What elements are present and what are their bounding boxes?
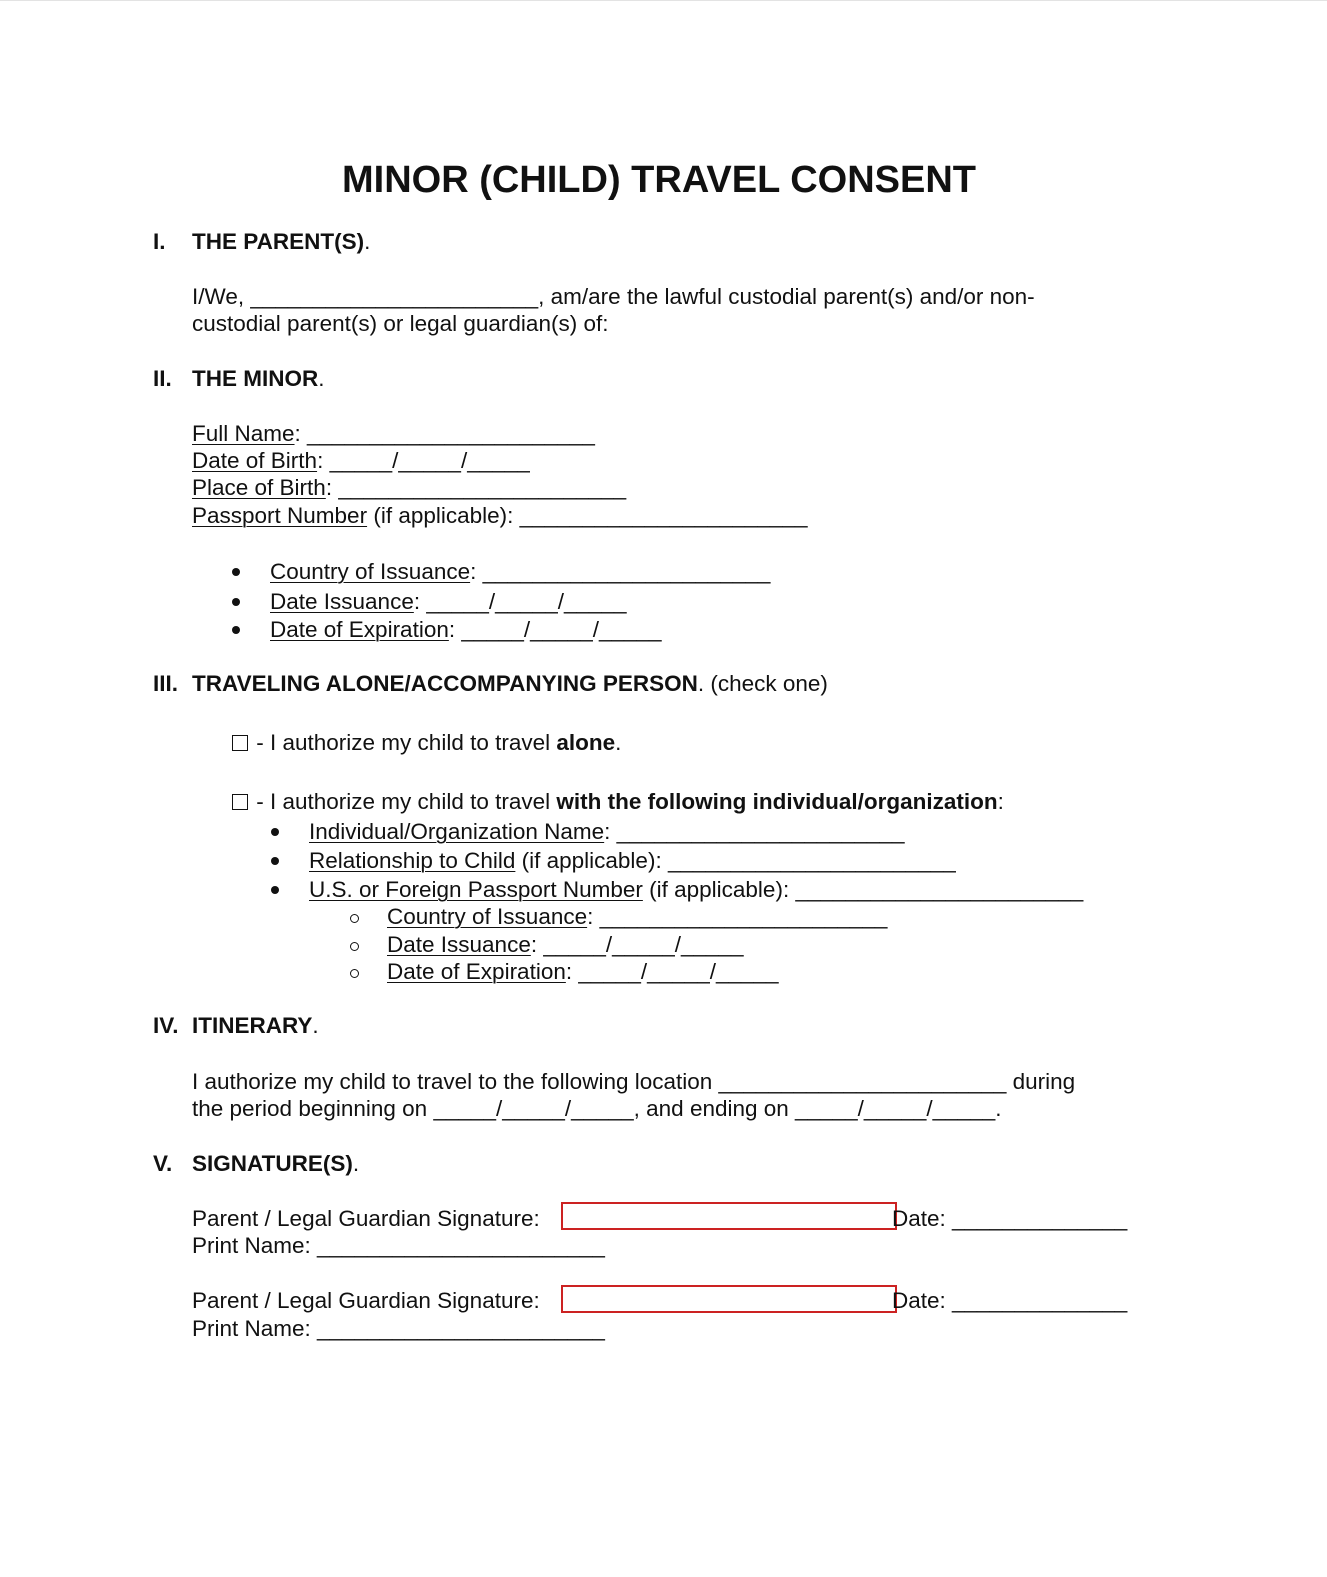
section-3-heading-text: TRAVELING ALONE/ACCOMPANYING PERSON	[192, 671, 698, 696]
bullet-icon	[232, 568, 240, 576]
option-text: - I authorize my child to travel	[250, 730, 557, 755]
circle-bullet-icon	[350, 914, 359, 923]
signature-1-label: Parent / Legal Guardian Signature:	[192, 1206, 540, 1231]
field-label: Country of Issuance	[270, 559, 471, 584]
companion-passport-expiration-field[interactable]	[387, 959, 779, 985]
bullet-icon	[271, 886, 279, 894]
section-3-heading	[192, 671, 828, 697]
section-2-heading: THE MINOR.	[192, 366, 325, 391]
companion-name-field[interactable]	[309, 819, 904, 845]
minor-passport-country-field[interactable]	[270, 559, 770, 585]
signature-2-date-field[interactable]: Date: ______________	[892, 1288, 1128, 1313]
field-label: Date of Birth	[192, 448, 318, 473]
field-label: Full Name	[192, 421, 295, 446]
signature-2-print-name-field[interactable]: Print Name: _______________________	[192, 1316, 605, 1341]
signature-2-label: Parent / Legal Guardian Signature:	[192, 1288, 540, 1313]
companion-relationship-field[interactable]	[309, 848, 956, 874]
field-label: Date of Expiration	[387, 959, 566, 984]
field-label: Country of Issuance	[387, 904, 588, 929]
field-label: Place of Birth	[192, 475, 326, 500]
section-5-numeral: V.	[153, 1151, 173, 1176]
field-blank[interactable]: : _____/_____/_____	[413, 589, 627, 614]
parent-statement-line-2: custodial parent(s) or legal guardian(s) of:	[192, 311, 609, 336]
section-1-heading: THE PARENT(S).	[192, 229, 371, 254]
section-5-heading: SIGNATURE(S).	[192, 1151, 360, 1176]
travel-accompanied-option	[250, 789, 1004, 815]
field-label: Date Issuance	[270, 589, 414, 614]
field-label: U.S. or Foreign Passport Number	[309, 877, 643, 902]
field-blank[interactable]: (if applicable): _______________________	[367, 503, 808, 528]
option-text: - I authorize my child to travel	[250, 789, 557, 814]
itinerary-line-1[interactable]: I authorize my child to travel to the following location _______________________ during	[192, 1069, 1076, 1094]
option-suffix: :	[997, 789, 1004, 814]
section-1-numeral: I.	[153, 229, 166, 254]
minor-passport-number-field[interactable]	[192, 503, 807, 529]
field-blank[interactable]: : _______________________	[587, 904, 888, 929]
minor-date-of-birth-field[interactable]	[192, 448, 530, 474]
travel-accompanied-checkbox[interactable]	[232, 794, 248, 810]
field-label: Date of Expiration	[270, 617, 449, 642]
section-4-numeral: IV.	[153, 1013, 179, 1038]
field-blank[interactable]: : _______________________	[325, 475, 627, 500]
section-4-heading-text: ITINERARY	[192, 1013, 313, 1038]
parent-statement-line-1[interactable]: I/We, _______________________, am/are the lawful custodial parent(s) and/or non-	[192, 284, 1035, 309]
option-emphasis: alone	[556, 730, 616, 755]
circle-bullet-icon	[350, 942, 359, 951]
field-label: Passport Number	[192, 503, 368, 528]
field-blank[interactable]: (if applicable): _______________________	[515, 848, 956, 873]
bullet-icon	[232, 626, 240, 634]
section-3-numeral: III.	[153, 671, 179, 696]
field-blank[interactable]: (if applicable): _______________________	[642, 877, 1084, 902]
field-label: Date Issuance	[387, 932, 531, 957]
itinerary-line-2[interactable]: the period beginning on _____/_____/_____, and ending on _____/_____/_____.	[192, 1096, 1002, 1121]
bullet-icon	[271, 857, 279, 865]
bullet-icon	[271, 828, 279, 836]
field-blank[interactable]: : _______________________	[294, 421, 595, 446]
travel-alone-checkbox[interactable]	[232, 735, 248, 751]
section-2-heading-text: THE MINOR	[192, 366, 319, 391]
bullet-icon	[232, 598, 240, 606]
signature-1-print-name-field[interactable]: Print Name: _______________________	[192, 1233, 605, 1258]
minor-place-of-birth-field[interactable]	[192, 475, 626, 501]
field-label: Relationship to Child	[309, 848, 516, 873]
section-4-heading: ITINERARY.	[192, 1013, 319, 1038]
field-label: Individual/Organization Name	[309, 819, 605, 844]
section-3-note: . (check one)	[697, 671, 828, 696]
travel-alone-option	[250, 730, 621, 756]
signature-1-date-field[interactable]: Date: ______________	[892, 1206, 1128, 1231]
companion-passport-number-field[interactable]	[309, 877, 1083, 903]
option-emphasis: with the following individual/organization	[556, 789, 998, 814]
field-blank[interactable]: : _______________________	[604, 819, 905, 844]
option-suffix: .	[615, 730, 622, 755]
field-blank[interactable]: : _____/_____/_____	[565, 959, 779, 984]
signature-1-field[interactable]	[561, 1202, 897, 1230]
document-title: MINOR (CHILD) TRAVEL CONSENT	[341, 159, 976, 201]
circle-bullet-icon	[350, 969, 359, 978]
signature-2-field[interactable]	[561, 1285, 897, 1313]
section-2-numeral: II.	[153, 366, 172, 391]
minor-passport-issuance-date-field[interactable]	[270, 589, 627, 615]
minor-passport-expiration-field[interactable]	[270, 617, 662, 643]
field-blank[interactable]: : _____/_____/_____	[317, 448, 530, 473]
section-1-heading-text: THE PARENT(S)	[192, 229, 365, 254]
companion-passport-country-field[interactable]	[387, 904, 887, 930]
page-top-edge	[0, 0, 1327, 1]
field-blank[interactable]: : _______________________	[470, 559, 771, 584]
companion-passport-issuance-date-field[interactable]	[387, 932, 744, 958]
field-blank[interactable]: : _____/_____/_____	[530, 932, 744, 957]
section-5-heading-text: SIGNATURE(S)	[192, 1151, 353, 1176]
field-blank[interactable]: : _____/_____/_____	[448, 617, 662, 642]
minor-full-name-field[interactable]	[192, 421, 595, 447]
